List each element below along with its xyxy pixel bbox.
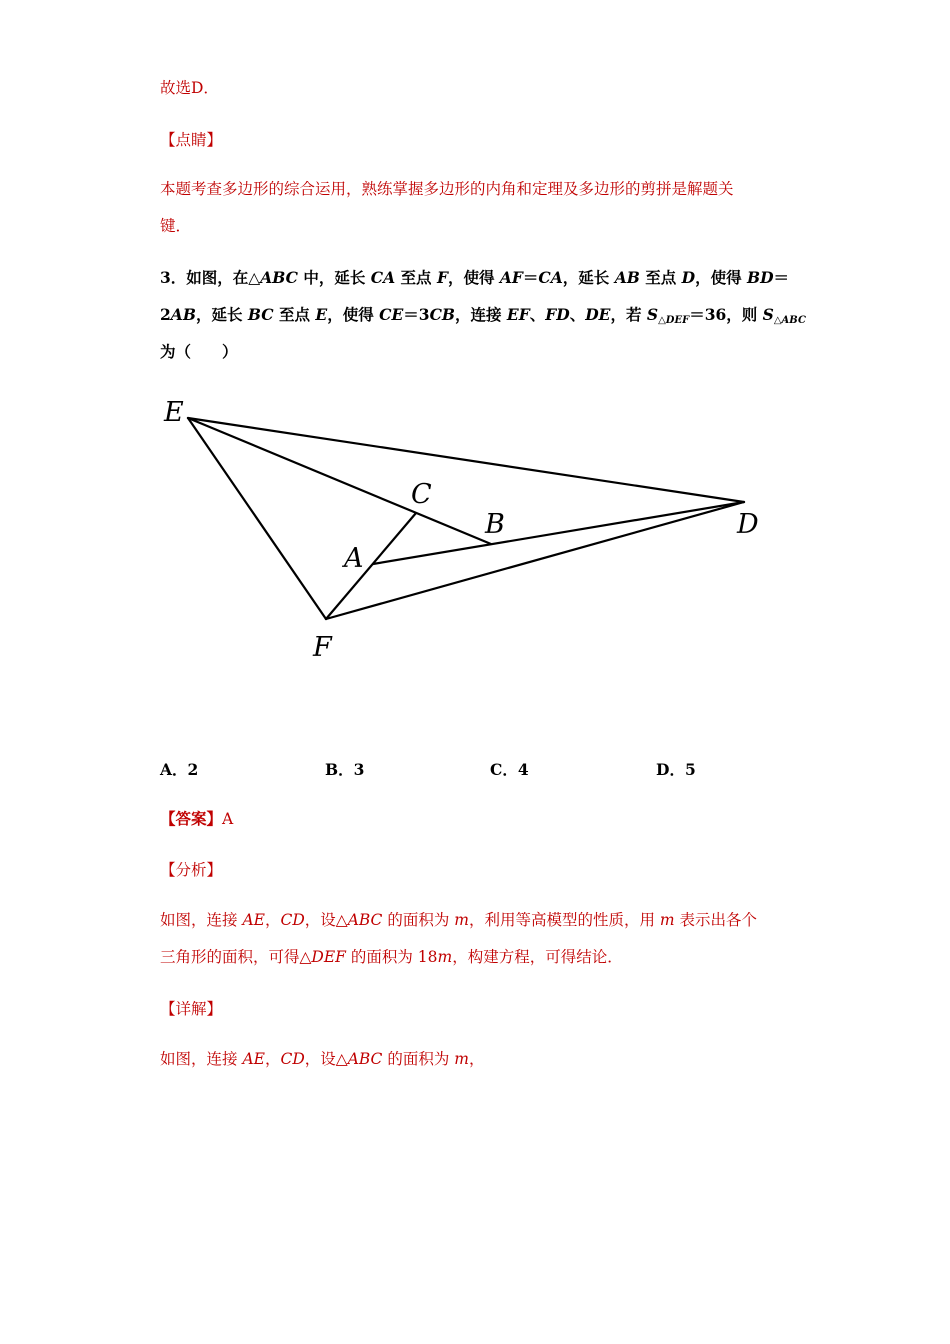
label-E: E [164,397,184,428]
detail-line-1: 如图，连接 AE，CD，设△ABC 的面积为 m， [160,1050,485,1068]
label-F: F [313,632,332,663]
analysis-line-1: 如图，连接 AE，CD，设△ABC 的面积为 m，利用等高模型的性质，用 m 表示出各个 [160,911,758,929]
label-D: D [737,509,759,540]
label-C: C [411,479,432,510]
triangle-figure [150,385,790,670]
analysis-line-2: 三角形的面积，可得△DEF 的面积为 18m，构建方程，可得结论． [160,948,623,966]
segment-ED [188,418,744,502]
detail-label: 【详解】 [160,1000,223,1018]
question-line-3: 为（ ） [160,342,238,361]
option-c[interactable]: C．4 [490,760,529,779]
option-d[interactable]: D．5 [656,760,696,779]
segment-EF [188,418,326,619]
question-line-2: 2AB，延长 BC 至点 E，使得 CE＝3CB，连接 EF、FD、DE，若 $S_{\triangle DEF}=36$，则 $S_{\triangle ABC}$ [160,305,806,326]
answer-label: 【答案】 [160,809,223,828]
answer-value: A [222,810,234,828]
question-number: 3． [160,268,187,287]
answer-row [160,809,233,829]
analysis-label: 【分析】 [160,861,223,879]
label-B: B [485,509,505,540]
label-A: A [344,543,364,574]
option-b[interactable]: B．3 [325,760,365,779]
tip-text-line-1: 本题考查多边形的综合运用，熟练掌握多边形的内角和定理及多边形的剪拼是解题关 [160,180,734,198]
segment-EB [188,418,491,544]
tip-text-line-2: 键． [160,217,192,235]
question-line-1: 3．如图，在△ABC 中，延长 CA 至点 F，使得 AF＝CA，延长 AB 至点 D，使得 BD＝ [160,268,790,287]
tip-label: 【点睛】 [160,131,223,149]
segment-FC [326,513,416,619]
option-a[interactable]: A．2 [160,760,199,779]
prev-conclusion: 故选D． [160,79,219,97]
